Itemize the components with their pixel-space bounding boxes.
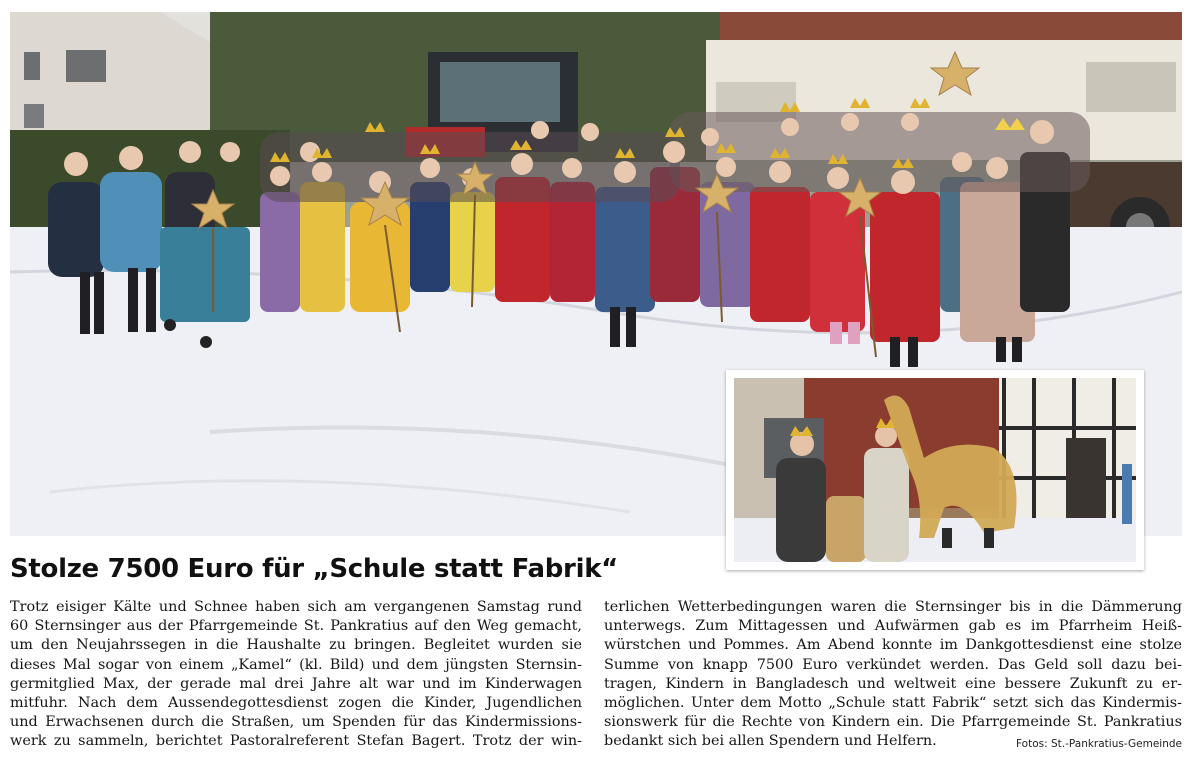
- text-line: bedankt sich bei allen Spendern und Helfern.: [604, 733, 937, 750]
- text-line: Summe von knapp 7500 Euro verkündet werden. Das Geld soll dazu bei-: [604, 656, 1182, 673]
- text-line: und Erwachsenen durch die Straßen, um Spenden für das Kindermissions-: [10, 714, 582, 731]
- text-line: mitfuhr. Nach dem Aussendegottesdienst zogen die Kinder, Jugendlichen: [10, 694, 582, 711]
- text-line: möglichen. Unter dem Motto „Schule statt Fabrik“ setzt sich das Kindermis-: [604, 694, 1182, 711]
- text-line: germitglied Max, der gerade mal drei Jahre alt war und im Kinderwagen: [10, 675, 582, 692]
- text-line: tragen, Kindern in Bangladesch und weltweit eine bessere Zukunft zu er-: [604, 675, 1182, 692]
- photo-credit: Fotos: St.-Pankratius-Gemeinde: [1016, 738, 1182, 750]
- article-headline: Stolze 7500 Euro für „Schule statt Fabrik“: [10, 554, 618, 584]
- text-line: würstchen und Pommes. Am Abend konnte im Dankgottesdienst eine stolze: [604, 637, 1182, 654]
- text-line: um den Neujahrssegen in die Haushalte zu bringen. Begleitet wurden sie: [10, 637, 582, 654]
- text-line: werk zu sammeln, berichtet Pastoralreferent Stefan Bagert. Trotz der win-: [10, 733, 582, 750]
- inset-photo: [726, 370, 1144, 570]
- text-line: unterwegs. Zum Mittagessen und Aufwärmen gab es im Pfarrheim Heiß-: [604, 618, 1182, 635]
- text-line: dieses Mal sogar von einem „Kamel“ (kl. Bild) und dem jüngsten Sternsin-: [10, 656, 582, 673]
- text-line: sionswerk für die Rechte von Kindern ein. Die Pfarrgemeinde St. Pankratius: [604, 714, 1182, 731]
- text-line: terlichen Wetterbedingungen waren die Sternsinger bis in die Dämmerung: [604, 599, 1182, 615]
- article-column-right: [604, 598, 1182, 752]
- article-column-left: [10, 598, 582, 752]
- text-line: Trotz eisiger Kälte und Schnee haben sich am vergangenen Samstag rund: [10, 599, 582, 615]
- text-line: 60 Sternsinger aus der Pfarrgemeinde St. Pankratius auf den Weg gemacht,: [10, 618, 582, 635]
